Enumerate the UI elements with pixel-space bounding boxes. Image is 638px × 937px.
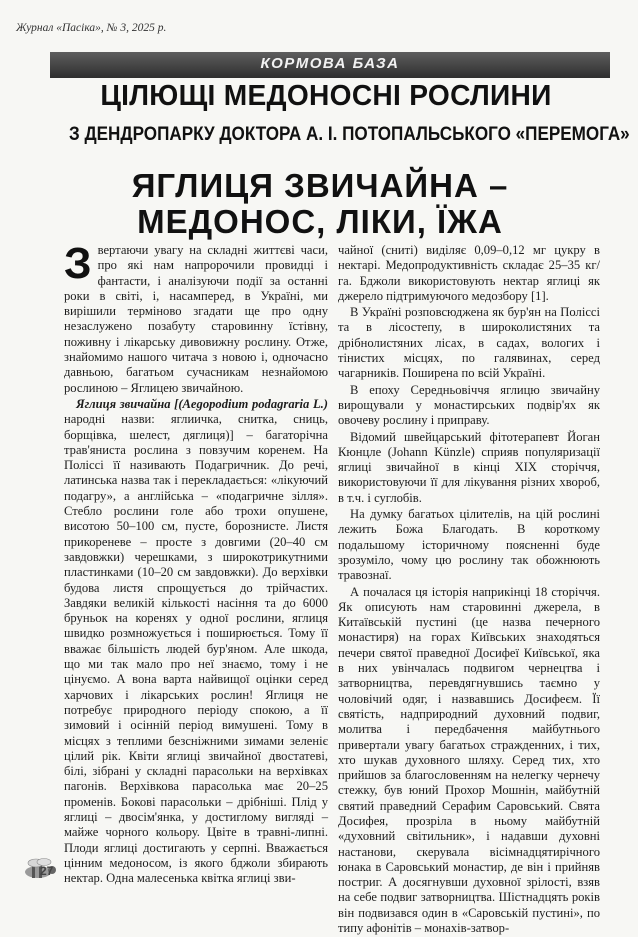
paragraph-text: вертаючи увагу на складні життєві часи, про які нам напророчили провидці і фантасти, і аналізуючи події за останні роки в світі, і, насамперед, в Україні, ми вирішили терміново згадати ще про одну незаслужено позабуту старовинну їстівну, поживну і лікарську дивовижну рослину. Отже, знайомимо нашого читача з новою і, одночасно давньою, багатьом сучасникам незнайомою рослиною – Яглицею звичайною. xyxy=(64,243,328,395)
paragraph: Відомий швейцарський фітотерапевт Йоган Кюнцле (Johann Künzle) сприяв популяризації яглиці звичайної в кінці ХІХ сторіччя, використовуючи її для лікування різних хвороб, в т.ч. і суглобів. xyxy=(338,429,600,505)
section-band xyxy=(50,52,610,78)
article-column-left xyxy=(64,239,328,887)
section-label: КОРМОВА БАЗА xyxy=(260,55,400,72)
paragraph xyxy=(64,239,328,396)
headline-line-1: ЯГЛИЦЯ ЗВИЧАЙНА – xyxy=(131,167,509,204)
page-number: 27 xyxy=(40,864,54,878)
article-column-right xyxy=(338,243,600,937)
article-series-subtitle: З ДЕНДРОПАРКУ ДОКТОРА А. І. ПОТОПАЛЬСЬКОГО «ПЕРЕМОГА» xyxy=(69,124,630,145)
paragraph xyxy=(64,397,328,887)
paragraph: На думку багатьох цілителів, на цій рослині лежить Божа Благодать. В короткому подальшому історичному поясненні буде зрозуміло, чому цю рослину так обожнюють травознаї. xyxy=(338,507,600,583)
species-name: Яглиця звичайна [(Aegopodium podagraria L.) xyxy=(76,396,328,411)
dropcap: З xyxy=(64,239,92,288)
paragraph: чайної (сниті) виділяє 0,09–0,12 мг цукру в нектарі. Медопродуктивність складає 25–35 кг/га. Бджоли використовують нектар яглиці як джерело підтримуючого медозбору [1]. xyxy=(338,243,600,303)
article-series-title: ЦІЛЮЩІ МЕДОНОСНІ РОСЛИНИ xyxy=(100,80,552,112)
paragraph: В епоху Середньовіччя яглицю звичайну вирощували у монастирських подвір'ях як овочеву рослину і приправу. xyxy=(338,382,600,428)
paragraph: В Україні розповсюджена як бур'ян на Поліссі та в лісостепу, в широколистяних та дрібнолистяних лісах, в садах, вологих і тінистих місцях, по галявинах, серед чагарників. Поширена по всій Україні. xyxy=(338,305,600,381)
headline-line-2: МЕДОНОС, ЛІКИ, ЇЖА xyxy=(137,203,503,240)
paragraph: А почалася ця історія наприкінці 18 сторіччя. Як описують нам старовинні джерела, в Китаївській пустині (це назва печерного монастиря) на горах Київських знаходяться печери святої праведної Досифеї Київської, яка в них увінчалась подвигом чернецтва і затворництва, перевдягнувшись таємно у чоловічий одяг, і назвавшись Досифеєм. Її святість, надприродний духовний подвиг, молитва і передбачення майбутнього привертали увагу багатьох стражденних, і тих, хто шукав духовного шляху. Серед тих, хто прийшов за благословенням на нелегку чернечу стежку, був юний Прохор Мошнін, майбутній святий праведний Серафим Саровський. Свята Досифея, прозріла в ньому майбутній «духовний світильник», і надавши духовні настанови, скерувала вісімнадцятирічного юнака в Саровський монастир, де він і прийняв постриг. А досягнувши духовної зрілості, взяв на себе подвиг затворництва. Шістнадцять років він подвизався один в «Саровській пустині», по типу афонітів – монахів-затвор- xyxy=(338,584,600,936)
journal-header: Журнал «Пасіка», № 3, 2025 р. xyxy=(16,22,167,34)
paragraph-text: народні назви: яглиичка, снитка, сниць, борщівка, шелест, дяглиця)] – багаторічна трав'яниста рослина з повзучим коренем. На Поліссі її називають Подагричник. До речі, латинська назва так і перекладається: «лікуючий подагру», а англійська – «подагричне зілля». Стебло рослини голе або трохи опушене, висотою 50–100 см, пусте, борознисте. Листя прикореневе – просте з довгими (20–40 см завдовжки) черешками, з широкотрикутними пластинками (10–20 см завдовжки). До верхівки будова листя спрощується до трійчастих. Завдяки великій кількості насіння та до 6000 бруньок на коренях у одної рослини, яглиця швидко розмножується і поширюється. Тому її вважає більшість людей бур'яном. Але шкода, що ми так мало про неї знаємо, тому і не цінуємо. А вона варта найвищої оцінки серед харчових і лікарських рослин! Яглиця не потребує природного періоду спокою, а її зимовий і осінній період вимушені. Тому в місцях з теплими безсніжними зимами зеленіє цілий рік. Квіти яглиці звичайної двостатеві, білі, зібрані у складні парасольки на верхівках пагонів. Верхівкова парасолька має 20–25 променів. Бокові парасольки – дрібніші. Плід у яглиці – двосім'янка, у достиглому вигляді – майже чорного кольору. Цвіте в травні-липні. Плоди яглиці достигають у серпні. Вважається цінним медоносом, із якого бджоли збирають нектар. Одна малесенька квітка яглиці зви- xyxy=(64,412,328,886)
